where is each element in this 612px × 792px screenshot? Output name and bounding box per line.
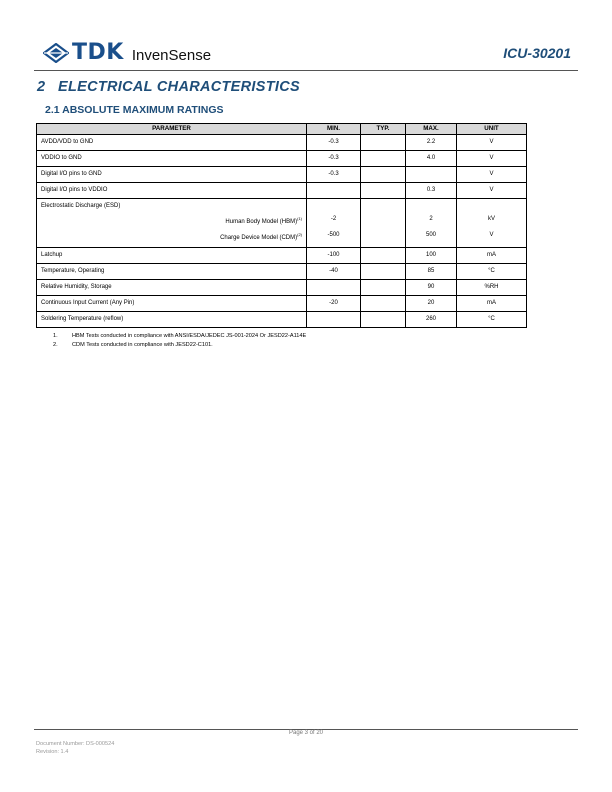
unit-cell: °C — [457, 312, 527, 328]
typ-cell — [361, 264, 406, 280]
max-cell: 20 — [406, 296, 457, 312]
note-item — [53, 332, 306, 341]
column-header-typ: TYP. — [361, 124, 406, 135]
typ-cell — [361, 151, 406, 167]
note-text: CDM Tests conducted in compliance with JESD22-C101. — [72, 342, 213, 348]
unit-cell: °C — [457, 264, 527, 280]
typ-cell — [361, 296, 406, 312]
table-row-esd — [37, 199, 527, 248]
typ-cell — [361, 312, 406, 328]
parameter-cell: Soldering Temperature (reflow) — [37, 312, 307, 328]
section-heading — [37, 79, 300, 95]
min-cell: -20 — [307, 296, 361, 312]
min-cell — [307, 280, 361, 296]
typ-cell — [361, 280, 406, 296]
table-row — [37, 135, 527, 151]
table-row — [37, 312, 527, 328]
section-title: ELECTRICAL CHARACTERISTICS — [58, 79, 300, 95]
unit-cell: V — [457, 183, 527, 199]
esd-unit-cell: kV V — [457, 199, 527, 248]
max-cell: 260 — [406, 312, 457, 328]
parameter-cell: Latchup — [37, 248, 307, 264]
column-header-min: MIN. — [307, 124, 361, 135]
table-row — [37, 183, 527, 199]
table-row — [37, 167, 527, 183]
esd-min-cell: -2 -500 — [307, 199, 361, 248]
table-row — [37, 248, 527, 264]
unit-cell: %RH — [457, 280, 527, 296]
header-divider — [34, 70, 578, 71]
revision: Revision: 1.4 — [36, 749, 69, 755]
footer-doc-info — [36, 740, 114, 756]
max-cell: 0.3 — [406, 183, 457, 199]
parameter-cell: Temperature, Operating — [37, 264, 307, 280]
column-header-max: MAX. — [406, 124, 457, 135]
section-number: 2 — [37, 79, 46, 95]
page-number: Page 3 of 20 — [288, 730, 324, 736]
table-notes — [53, 332, 306, 350]
max-cell: 100 — [406, 248, 457, 264]
table-row — [37, 264, 527, 280]
tdk-logo-mark-icon — [43, 43, 69, 63]
max-cell: 85 — [406, 264, 457, 280]
esd-cdm-label: Charge Device Model (CDM)$^{(2)}$ — [220, 232, 302, 241]
min-cell — [307, 183, 361, 199]
unit-cell: mA — [457, 296, 527, 312]
esd-typ-cell — [361, 199, 406, 248]
esd-max-cell: 2 500 — [406, 199, 457, 248]
unit-cell: V — [457, 135, 527, 151]
max-cell: 2.2 — [406, 135, 457, 151]
unit-cell: mA — [457, 248, 527, 264]
subsection-heading: 2.1 ABSOLUTE MAXIMUM RATINGS — [45, 104, 224, 116]
brand-name: TDK — [72, 40, 124, 65]
max-cell — [406, 167, 457, 183]
typ-cell — [361, 248, 406, 264]
parameter-cell: Digital I/O pins to GND — [37, 167, 307, 183]
document-id: ICU-30201 — [503, 45, 571, 61]
max-cell: 90 — [406, 280, 457, 296]
parameter-cell: Continuous Input Current (Any Pin) — [37, 296, 307, 312]
parameter-cell: Relative Humidity, Storage — [37, 280, 307, 296]
max-cell: 4.0 — [406, 151, 457, 167]
sub-brand-name: InvenSense — [131, 46, 212, 64]
column-header-unit: UNIT — [457, 124, 527, 135]
table-header-row — [37, 124, 527, 135]
min-cell: -0.3 — [307, 135, 361, 151]
footnote-ref-1: (1) — [297, 216, 302, 221]
min-cell: -0.3 — [307, 151, 361, 167]
document-number: Document Number: DS-000524 — [36, 741, 115, 747]
column-header-parameter: PARAMETER — [37, 124, 307, 135]
table-row — [37, 296, 527, 312]
typ-cell — [361, 183, 406, 199]
min-cell — [307, 312, 361, 328]
footnote-ref-2: (2) — [297, 232, 302, 237]
parameter-cell: VDDIO to GND — [37, 151, 307, 167]
typ-cell — [361, 135, 406, 151]
esd-title: Electrostatic Discharge (ESD) — [41, 203, 121, 209]
note-number: 2. — [53, 342, 58, 348]
min-cell: -100 — [307, 248, 361, 264]
table-row — [37, 280, 527, 296]
parameter-cell: AVDD/VDD to GND — [37, 135, 307, 151]
absolute-max-ratings-table — [36, 123, 527, 328]
min-cell: -0.3 — [307, 167, 361, 183]
parameter-cell: Digital I/O pins to VDDIO — [37, 183, 307, 199]
unit-cell: V — [457, 151, 527, 167]
esd-parameter-cell — [37, 199, 307, 248]
note-number: 1. — [53, 333, 58, 339]
unit-cell: V — [457, 167, 527, 183]
table-row — [37, 151, 527, 167]
tdk-invensense-logo — [43, 42, 211, 64]
note-text: HBM Tests conducted in compliance with ANSI/ESDA/JEDEC JS-001-2024 Or JESD22-A114E — [72, 333, 307, 339]
min-cell: -40 — [307, 264, 361, 280]
typ-cell — [361, 167, 406, 183]
esd-hbm-label: Human Body Model (HBM)$^{(1)}$ — [225, 216, 302, 225]
note-item — [53, 341, 306, 350]
